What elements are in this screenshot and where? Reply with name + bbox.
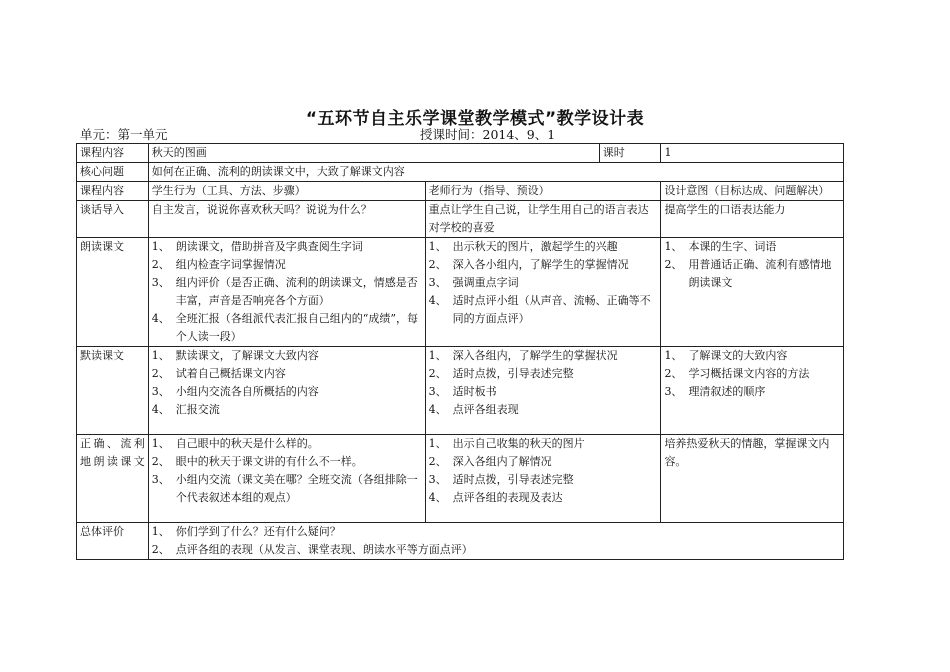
unit-label: 单元：第一单元 (80, 127, 168, 142)
lesson-plan-table (76, 143, 844, 560)
list-item: 1、 出示秋天的图片，激起学生的兴趣 (428, 240, 618, 253)
student-cell (148, 238, 425, 347)
list-item: 3、 适时板书 (428, 385, 497, 398)
list-item: 4、 适时点评小组（从声音、流畅、正确等不同的方面点评） (428, 294, 651, 325)
table-row (77, 144, 844, 163)
list-item: 4、 点评各组表现 (428, 403, 519, 416)
document-title: “五环节自主乐学课堂教学模式”教学设计表 (305, 109, 645, 129)
list-item: 3、 小组内交流（课文美在哪？全班交流（各组排除一个代表叙述本组的观点） (151, 473, 418, 504)
list-item: 2、 组内检查字词掌握情况 (151, 258, 286, 271)
teacher-cell (425, 435, 661, 523)
header-cell: 学生行为（工具、方法、步骤） (148, 182, 425, 201)
table-row (77, 238, 844, 347)
list-item: 1、 本课的生字、词语 (664, 240, 777, 253)
list-item: 1、 深入各组内，了解学生的掌握状况 (428, 349, 618, 362)
intent-cell: 提高学生的口语表达能力 (661, 201, 844, 238)
intent-cell (661, 347, 844, 435)
intent-cell (661, 238, 844, 347)
table-row (77, 523, 844, 560)
list-item: 2、 用普通话正确、流利有感情地朗读课文 (664, 258, 832, 289)
list-item: 2、 学习概括课文内容的方法 (664, 367, 810, 380)
list-item: 2、 点评各组的表现（从发言、课堂表现、朗读水平等方面点评） (151, 543, 473, 556)
student-cell (148, 347, 425, 435)
table-row (77, 347, 844, 435)
course-value-cell (148, 144, 661, 163)
list-item: 2、 眼中的秋天于课文讲的有什么不一样。 (151, 455, 363, 468)
list-item: 1、 了解课文的大致内容 (664, 349, 788, 362)
table-row (77, 163, 844, 182)
list-item: 1、 默读课文，了解课文大致内容 (151, 349, 319, 362)
header-cell: 课程内容 (77, 182, 149, 201)
student-cell (148, 435, 425, 523)
list-item: 1、 自己眼中的秋天是什么样的。 (151, 437, 319, 450)
list-item: 3、 适时点拨，引导表述完整 (428, 473, 574, 486)
list-item: 1、 朗读课文，借助拼音及字典查阅生字词 (151, 240, 363, 253)
list-item: 3、 组内评价（是否正确、流利的朗读课文，情感是否丰富，声音是否响亮各个方面） (151, 276, 418, 307)
list-item: 3、 理清叙述的顺序 (664, 385, 766, 398)
list-item: 2、 深入各小组内，了解学生的掌握情况 (428, 258, 629, 271)
teacher-cell: 重点让学生自己说，让学生用自己的语言表达对学校的喜爱 (425, 201, 661, 238)
list-item: 1、 出示自己收集的秋天的图片 (428, 437, 585, 450)
list-item: 4、 汇报交流 (151, 403, 220, 416)
table-row (77, 201, 844, 238)
list-item: 4、 点评各组的表现及表达 (428, 491, 563, 504)
section-label: 正确、流利地朗读课文 (77, 435, 149, 523)
time-label: 授课时间：2014、9、1 (420, 127, 556, 142)
table-header-row (77, 182, 844, 201)
hours-label: 课时 (599, 144, 661, 162)
section-label: 谈话导入 (77, 201, 149, 238)
core-value: 如何在正确、流利的朗读课文中，大致了解课文内容 (148, 163, 843, 182)
core-label: 核心问题 (77, 163, 149, 182)
hours-value: 1 (661, 144, 844, 163)
course-value: 秋天的图画 (151, 146, 207, 159)
intent-cell: 培养热爱秋天的情趣，掌握课文内容。 (661, 435, 844, 523)
list-item: 2、 深入各组内了解情况 (428, 455, 552, 468)
section-label: 朗读课文 (77, 238, 149, 347)
list-item: 2、 试着自己概括课文内容 (151, 367, 286, 380)
list-item: 1、 你们学到了什么？还有什么疑问？ (151, 525, 341, 538)
evaluation-cell (148, 523, 843, 560)
header-cell: 老师行为（指导、预设） (425, 182, 661, 201)
list-item: 4、 全班汇报（各组派代表汇报自己组内的“成绩”，每个人读一段） (151, 312, 419, 343)
teacher-cell (425, 238, 661, 347)
list-item: 2、 适时点拨，引导表述完整 (428, 367, 574, 380)
list-item: 3、 强调重点字词 (428, 276, 519, 289)
section-label: 总体评价 (77, 523, 149, 560)
student-cell: 自主发言，说说你喜欢秋天吗？说说为什么？ (148, 201, 425, 238)
table-row (77, 435, 844, 523)
section-label: 默读课文 (77, 347, 149, 435)
list-item: 3、 小组内交流各自所概括的内容 (151, 385, 319, 398)
teacher-cell (425, 347, 661, 435)
header-cell: 设计意图（目标达成、问题解决） (661, 182, 844, 201)
course-label: 课程内容 (77, 144, 149, 163)
